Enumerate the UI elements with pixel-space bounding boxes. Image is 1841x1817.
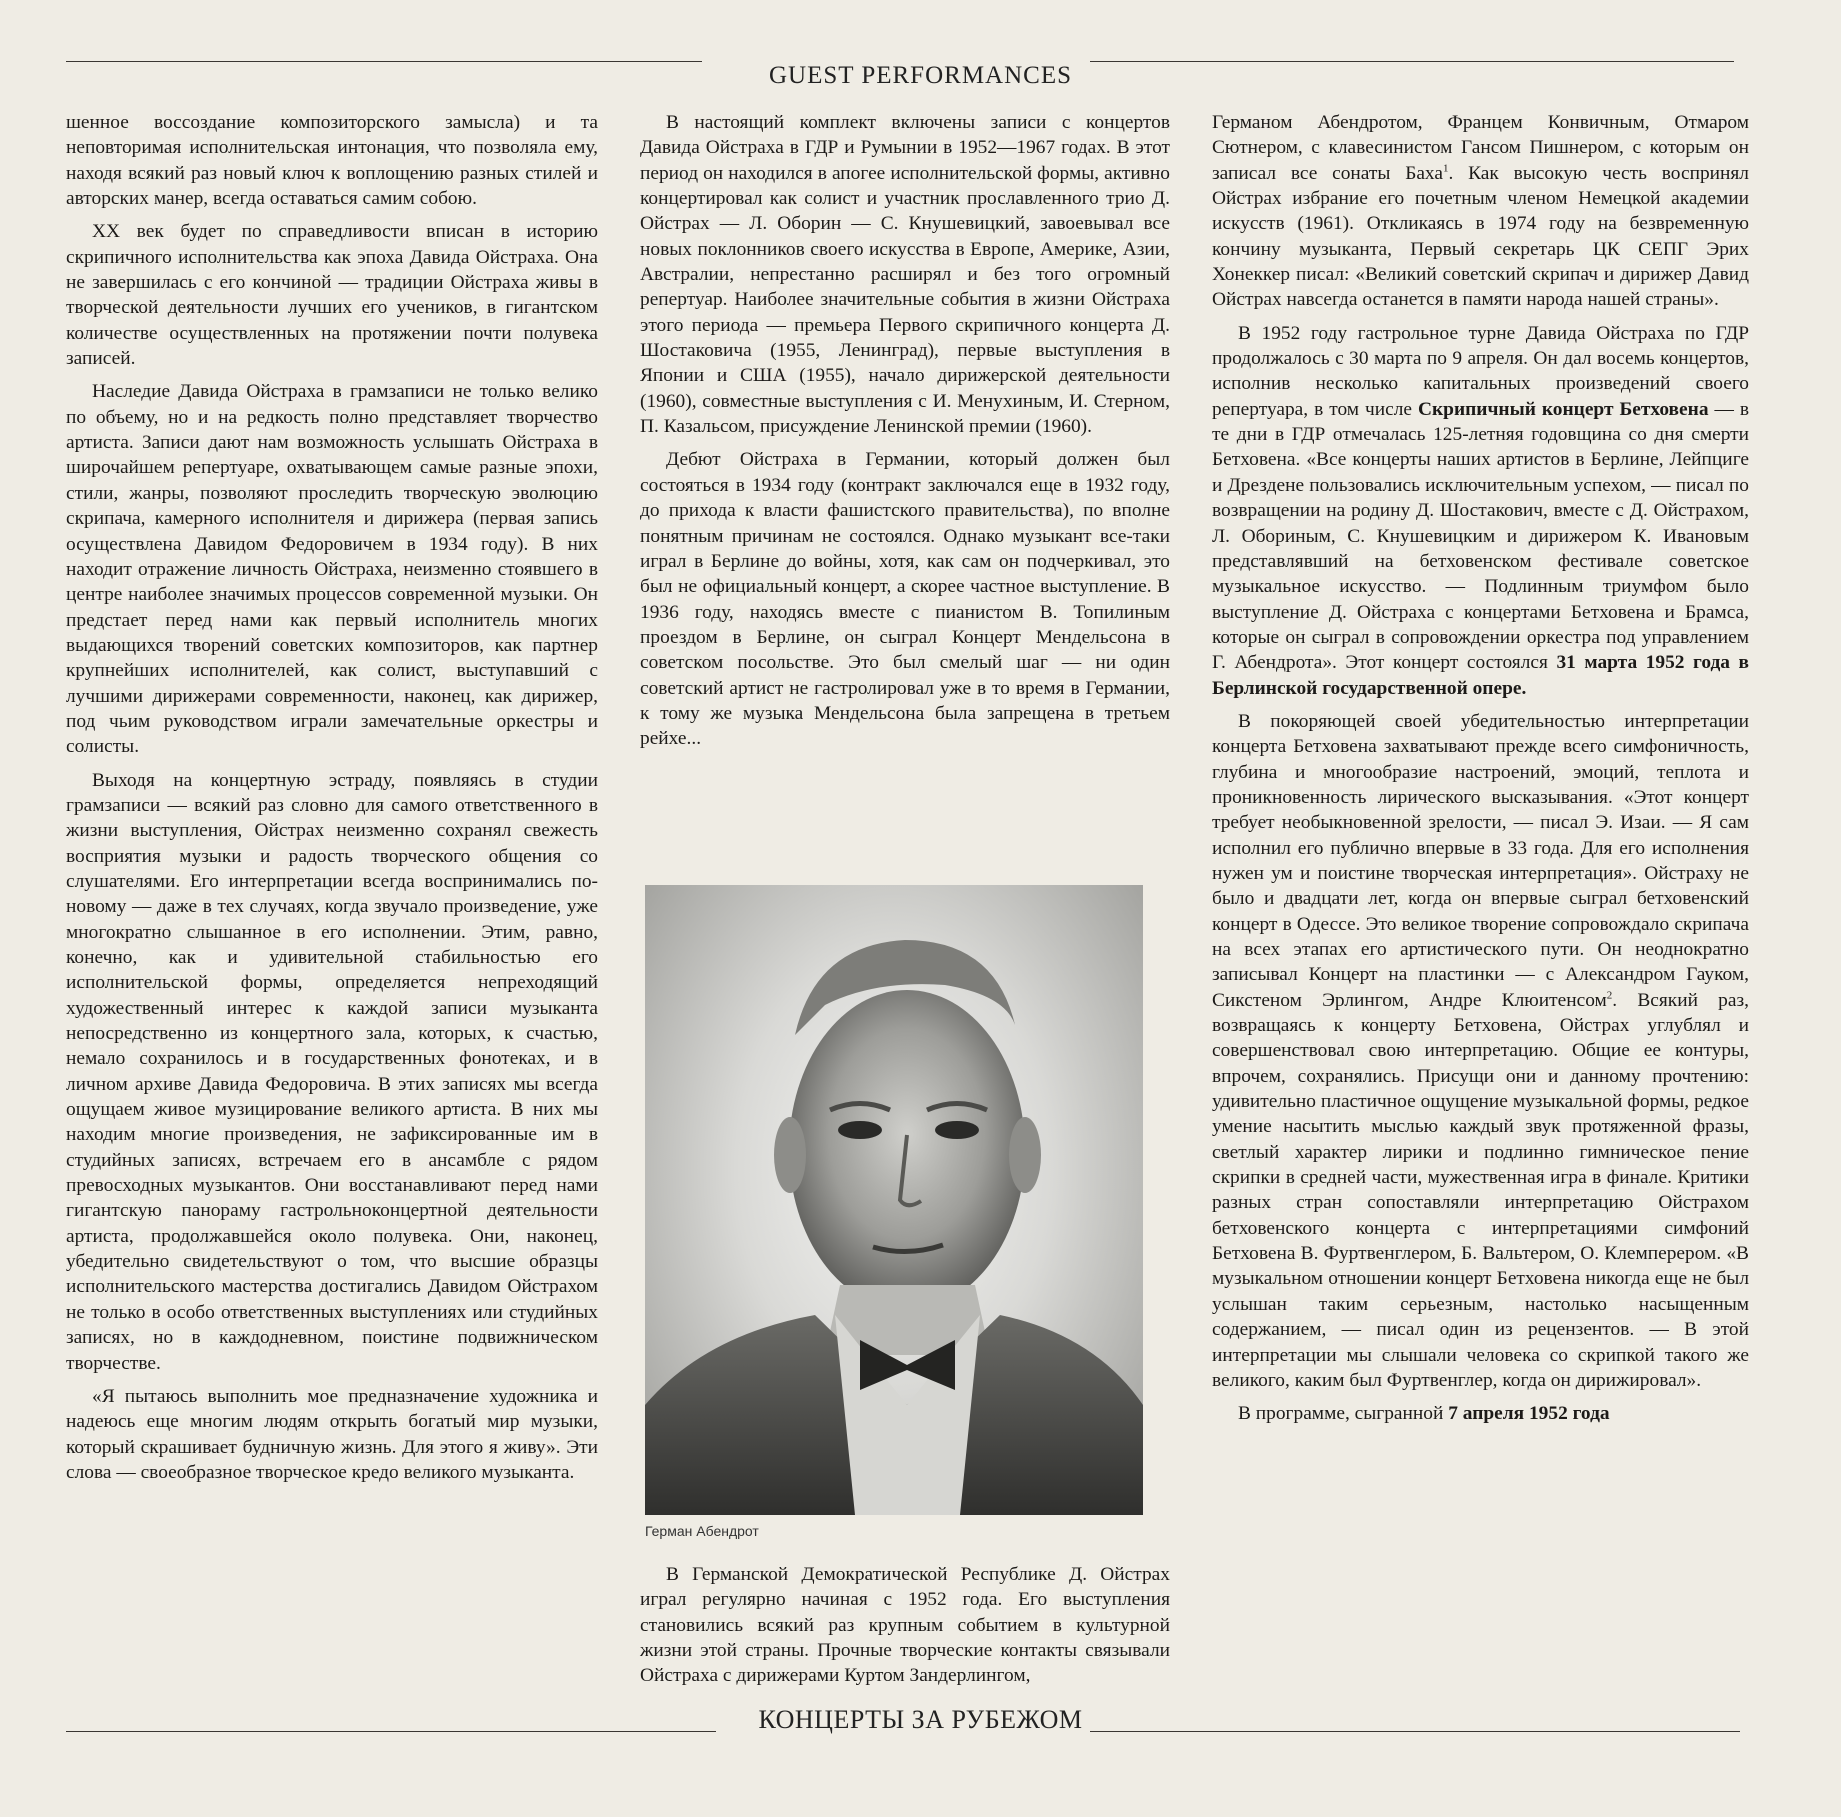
col3-p3-text-b: . Всякий раз, возвращаясь к концерту Бетховена, Ойстрах углублял и совершенствовал свою интерпретацию. Общие ее контуры, впрочем, сохранялись. Присущи они и данному прочтению: удивительно пластичное ощущение музыкальной формы, редкое умение насытить мыслью каждый звук протяженной фразы, светлый характер лирики и подлинно гимническое пение скрипки в средней части, мужественная игра в финале. Критики разных стран сопоставляли интерпретацию Ойстрахом бетховенского концерта с интерпретациями симфоний Бетховена В. Фуртвенглером, Б. Вальтером, О. Клемперером. «В музыкальном отношении концерт Бетховена никогда еще не был услышан таким серьезным, настолько насыщенным содержанием, — писал один из рецензентов. — В этой интерпретации мы слышали человека со скрипкой такого же великого, каким был Фуртвенглер, когда он дирижировал». [1212, 989, 1749, 1391]
col3-p1-text-a: Германом Абендротом, Францем Конвичным, Отмаром Сютнером, с клавесинистом Гансом Пишнером, с которым он записал все сонаты Баха [1212, 112, 1749, 184]
photo-caption: Герман Абендрот [645, 1523, 759, 1539]
column-2 [640, 110, 1170, 760]
col2-paragraph-2: Дебют Ойстраха в Германии, который должен был состояться в 1934 году (контракт заключался еще в 1932 году, до прихода к власти фашистского правительства), по вполне понятным причинам не состоялся. Однако музыкант все-таки играл в Берлине до войны, хотя, как сам он подчеркивал, это был не официальный концерт, а скорее частное выступление. В 1936 году, находясь вместе с пианистом В. Топилиным проездом в Берлине, он сыграл Концерт Мендельсона в советском посольстве. Это был смелый шаг — ни один советский артист не гастролировал уже в то время в Германии, к тому же музыка Мендельсона была запрещена в третьем рейхе... [640, 449, 1170, 750]
col2-paragraph-1: В настоящий комплект включены записи с концертов Давида Ойстраха в ГДР и Румынии в 1952—1967 годах. В этот период он находился в апогее исполнительской формы, активно концертировал как солист и участник прославленного трио Д. Ойстрах — Л. Оборин — С. Кнушевицкий, завоевывал все новых поклонников своего искусства в Европе, Америке, Азии, Австралии, непрестанно расширял и без того огромный репертуар. Наиболее значительные события в жизни Ойстраха этого периода — премьера Первого скрипичного концерта Д. Шостаковича (1955, Ленинград), первые выступления в Японии и США (1955), начало дирижерской деятельности (1960), совместные выступления с И. Менухиным, И. Стерном, П. Казальсом, присуждение Ленинской премии (1960). [640, 112, 1170, 438]
col3-p3-text-a: В покоряющей своей убедительностью интерпретации концерта Бетховена захватывают прежде всего симфоничность, глубина и многообразие настроений, эмоций, теплота и проникновенность лирического высказывания. «Этот концерт требует необыкновенной зрелости, — писал Э. Изаи. — Я сам исполнил его публично впервые в 33 года. Для его исполнения нужен ум и поистине творческая интерпретация». Ойстраху не было и двадцати лет, когда он впервые сыграл бетховенский концерт в Одессе. Это великое творение сопровождало скрипача на всех этапах его артистического пути. Он неоднократно записывал Концерт на пластинки — с Александром Гауком, Сикстеном Эрлингом, Андре Клюитенсом [1212, 710, 1749, 1011]
col3-p1-text-b: . Как высокую честь воспринял Ойстрах избрание его почетным членом Немецкой академии искусств (1961). Откликаясь в 1974 году на безвременную кончину музыканта, Первый секретарь ЦК СЕПГ Эрих Хонеккер писал: «Великий советский скрипач и дирижер Давид Ойстрах навсегда останется в памяти народа нашей страны». [1212, 162, 1749, 311]
col1-paragraph-4: Выходя на концертную эстраду, появляясь в студии грамзаписи — всякий раз словно для самого ответственного в жизни выступления, Ойстрах неизменно сохранял свежесть восприятия музыки и радость творческого общения со слушателями. Его интерпретации всегда воспринимались по-новому — даже в тех случаях, когда звучало произведение, уже многократно слышанное в его исполнении. Этим, равно, конечно, как и удивительной стабильностью его исполнительской формы, определяется непреходящий художественный интерес к каждой записи музыканта непосредственно из концертного зала, которых, к счастью, немало сохранилось и в государственных фонотеках, и в личном архиве Давида Федоровича. В этих записях мы всегда ощущаем живое музицирование великого артиста. В них мы находим многие произведения, не зафиксированные им в студийных записях, встречаем его в ансамбле с рядом превосходных музыкантов. Они восстанавливают перед нами гигантскую панораму гастрольноконцертной деятельности артиста, продолжавшейся около полувека. Они, наконец, убедительно свидетельствуют о том, что высшие образцы исполнительского мастерства достигались Давидом Ойстрахом не только в особо ответственных выступлениях или студийных записях, но в каждодневном, поистине подвижническом творчестве. [66, 769, 598, 1374]
col2-paragraph-3: В Германской Демократической Республике Д. Ойстрах играл регулярно начиная с 1952 года. Его выступления становились всякий раз крупным событием в культурной жизни этой страны. Прочные творческие контакты связывали Ойстраха с дирижерами Куртом Зандерлингом, [640, 1564, 1170, 1687]
col1-paragraph-3: Наследие Давида Ойстраха в грамзаписи не только велико по объему, но и на редкость полно представляет творчество артиста. Записи дают нам возможность услышать Ойстраха в широчайшем репертуаре, охватывающем самые разные эпохи, стили, жанры, позволяют проследить творческую эволюцию скрипача, камерного исполнителя и дирижера (первая запись осуществлена Давидом Федоровичем в 1934 году). В них находит отражение личность Ойстраха, неизменно стоявшего в центре наиболее значимых процессов современной музыки. Он предстает перед нами как первый исполнитель многих выдающихся творений советских композиторов, как партнер крупнейших исполнителей, как солист, выступавший с лучшими дирижерами современности, наконец, как дирижер, под чьим руководством играли замечательные оркестры и солисты. [66, 381, 598, 758]
col3-p4-bold-date: 7 апреля 1952 года [1448, 1403, 1610, 1425]
portrait-illustration [645, 885, 1143, 1515]
header-title: GUEST PERFORMANCES [768, 62, 1073, 89]
col1-paragraph-5: «Я пытаюсь выполнить мое предназначение художника и надеюсь еще многим людям открыть богатый мир музыки, который скрашивает будничную жизнь. Для этого я живу». Эти слова — своеобразное творческое кредо великого музыканта. [66, 1385, 598, 1483]
col1-paragraph-1: шенное воссоздание композиторского замысла) и та неповторимая исполнительская интонация, что позволяла ему, находя всякий раз новый ключ к воплощению разных стилей и авторских манер, всегда оставаться самим собою. [66, 112, 598, 210]
footnote-marker-2: 2 [1606, 989, 1613, 1002]
col3-p2-text-c: — в те дни в ГДР отмечалась 125-летняя годовщина со дня смерти Бетховена. «Все концерты наших артистов в Берлине, Лейпциге и Дрездене пользовались исключительным успехом, — писал по возвращении на родину Д. Шостакович, вместе с Д. Ойстрахом, Л. Обориным, С. Кнушевицким и дирижером К. Ивановым представлявший на бетховенском фестивале советское музыкальное искусство. — Подлинным триумфом было выступление Д. Ойстраха с концертами Бетховена и Брамса, которые он сыграл в сопровождении оркестра под управлением Г. Абендрота». Этот концерт состоялся [1212, 398, 1749, 674]
col3-p2-bold-title: Скрипичный концерт Бетховена [1418, 398, 1709, 420]
column-1 [66, 110, 598, 1493]
portrait-photo [645, 885, 1143, 1515]
col1-paragraph-2: XX век будет по справедливости вписан в историю скрипичного исполнительства как эпоха Давида Ойстраха. Она не завершилась с его кончиной — традиции Ойстраха живы в творческой деятельности лучших его учеников, в гигантском количестве осуществленных на протяжении почти полувека записей. [66, 221, 598, 370]
footer-title: КОНЦЕРТЫ ЗА РУБЕЖОМ [758, 1705, 1083, 1734]
col3-p4-text-a: В программе, сыгранной [1238, 1403, 1449, 1425]
column-3 [1212, 110, 1749, 1435]
col3-p2-bold-date: 31 марта 1952 года в Берлинской государственной опере. [1212, 652, 1749, 699]
col3-paragraph-1 [1212, 110, 1749, 313]
col3-p2-text-a: В 1952 году гастрольное турне Давида Ойстраха по ГДР продолжалось с 30 марта по 9 апреля. Он дал восемь концертов, исполнив несколько капитальных произведений своего репертуара, в том числе [1212, 322, 1749, 420]
col3-paragraph-3 [1212, 709, 1749, 1393]
col3-paragraph-2 [1212, 321, 1749, 701]
footnote-marker-1: 1 [1442, 162, 1449, 175]
col3-paragraph-4 [1212, 1401, 1749, 1426]
column-2-continued [640, 1562, 1170, 1689]
